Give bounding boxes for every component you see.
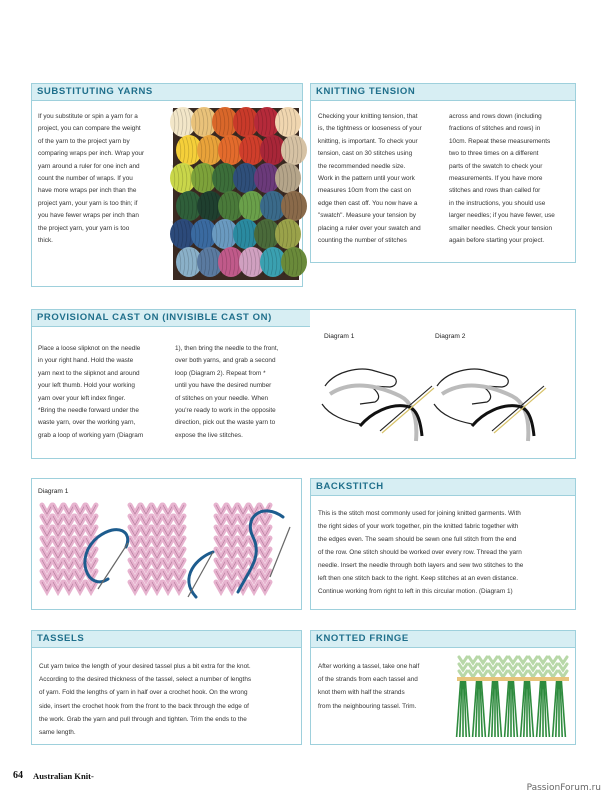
fringe-knit-stitch bbox=[539, 657, 547, 663]
knit-stitch bbox=[152, 505, 162, 514]
section-header bbox=[311, 479, 575, 496]
provisional-body-col2: 1), then bring the needle to the front, over both yarns, and grab a second loop (Diagram 2). Repeat from * until you have the desired number of stitches on your needle. When you're ready to work in the opposite direction, pick out the waste yarn to expose the live stitches. bbox=[175, 345, 279, 439]
knit-stitch bbox=[227, 505, 237, 514]
knit-stitch bbox=[238, 505, 248, 514]
fringe-body: After working a tassel, take one half of the strands from each tassel and knot them with half the strands from the neighbouring tassel. Trim. bbox=[318, 663, 420, 710]
provisional-body-col1: Place a loose slipknot on the needle in your right hand. Hold the waste yarn next to the slipknot and around your left thumb. Hold your working yarn over your left index finger. *Bring the needle forward under the waste yarn, over the working yarn, grab a loop of working yarn (Diagram bbox=[38, 345, 144, 439]
knit-stitch bbox=[130, 505, 140, 514]
backstitch-diagram-panel bbox=[31, 478, 302, 610]
section-title: KNOTTED FRINGE bbox=[316, 633, 409, 644]
section-header bbox=[32, 84, 302, 101]
section-title: SUBSTITUTING YARNS bbox=[37, 86, 153, 97]
cast-on-diagram-1 bbox=[320, 346, 438, 446]
knit-stitch bbox=[163, 505, 173, 514]
yarn-needle bbox=[270, 527, 290, 577]
yarn-skeins-photo bbox=[173, 108, 299, 280]
knit-stitch bbox=[64, 505, 74, 514]
knit-stitch bbox=[53, 505, 63, 514]
tension-body-col1: Checking your knitting tension, that is, the tightness or looseness of your knitting, is important. To check your tension, cast on 30 stitches using the recommended needle size. Work in the pattern until your work measures 10cm from the cast on edge then cast off. You now have a "swatch". Measure your tension by placing a ruler over your swatch and counting the number of stitches bbox=[318, 113, 422, 245]
knit-stitch bbox=[141, 505, 151, 514]
fringe-edge bbox=[457, 677, 569, 681]
tassels-body: Cut yarn twice the length of your desired tassel plus a bit extra for the knot. According to the desired thickness of the tassel, select a number of lengths of yarn. Fold the lengths of yarn in half over a crochet hook. On the wrong side, insert the crochet hook from the front to the back through the edge of the work. Grab the yarn and pull through and tighten. Trim the ends to the same length. bbox=[39, 663, 252, 737]
section-header bbox=[32, 310, 310, 327]
watermark: PassionForum.ru bbox=[526, 783, 601, 793]
knit-stitch bbox=[86, 505, 96, 514]
fringe-knit-stitch bbox=[499, 657, 507, 663]
fringe-knit-stitch bbox=[459, 657, 467, 663]
cast-on-diagram-2 bbox=[432, 346, 550, 446]
knitting-tension-panel bbox=[310, 83, 576, 263]
diagram-1-caption: Diagram 1 bbox=[324, 333, 355, 340]
yarn-needle bbox=[98, 543, 128, 589]
fringe-knit-stitch bbox=[509, 657, 517, 663]
backstitch-diagram bbox=[38, 497, 296, 605]
tension-body-col2: across and rows down (including fractions of stitches and rows) in 10cm. Repeat these measurements two to three times on a different parts of the swatch to check your measurements. If you have more stitches and rows than called for in the instructions, you should use larger needles; if you have fewer, use smaller needles. Check your tension again before starting your project. bbox=[449, 113, 555, 245]
section-title: PROVISIONAL CAST ON (INVISIBLE CAST ON) bbox=[37, 312, 272, 323]
page-number: 64 bbox=[13, 770, 23, 781]
fringe-knit-stitch bbox=[529, 657, 537, 663]
substituting-yarns-panel bbox=[31, 83, 303, 287]
knit-stitch bbox=[75, 505, 85, 514]
fringe-knit-stitch bbox=[469, 657, 477, 663]
fringe-knit-stitch bbox=[549, 657, 557, 663]
section-header bbox=[32, 631, 301, 648]
fringe-knit-stitch bbox=[489, 657, 497, 663]
knit-stitch bbox=[216, 505, 226, 514]
fringe-knit-stitch bbox=[559, 657, 567, 663]
backstitch-diagram-caption: Diagram 1 bbox=[38, 488, 69, 495]
section-title: KNITTING TENSION bbox=[316, 86, 416, 97]
backstitch-panel bbox=[310, 478, 576, 610]
tassels-panel bbox=[31, 630, 302, 745]
diagram-2-caption: Diagram 2 bbox=[435, 333, 466, 340]
backstitch-body: This is the stitch most commonly used for joining knitted garments. With the right sides of your work together, pin the knitted fabric together with the edges even. The seam should be sewn one full stitch from the end of the row. One stitch should be worked over every row. Thread the yarn needle. Insert the needle through both layers and sew two stitches to the left then one stitch back to the right. Keep stitches at an even distance. Continue working from right to left in this circular motion. (Diagram 1) bbox=[318, 510, 524, 595]
section-header bbox=[311, 84, 575, 101]
substituting-body: If you substitute or spin a yarn for a project, you can compare the weight of the yarn to the project yarn by comparing wraps per inch. Wrap your yarn around a ruler for one inch and count the number of wraps. If you have more wraps per inch than the project yarn, your yarn is too thin; if you have fewer wraps per inch than the project yarn, your yarn is too thick. bbox=[38, 113, 145, 245]
knotted-fringe-diagram bbox=[457, 655, 571, 741]
knotted-fringe-panel bbox=[310, 630, 576, 745]
section-title: TASSELS bbox=[37, 633, 85, 644]
fringe-knit-stitch bbox=[519, 657, 527, 663]
fringe-knit-stitch bbox=[479, 657, 487, 663]
provisional-cast-on-panel bbox=[31, 309, 576, 459]
magazine-name: Australian Knit- bbox=[33, 771, 94, 781]
section-header bbox=[311, 631, 575, 648]
section-title: BACKSTITCH bbox=[316, 481, 384, 492]
knit-stitch bbox=[174, 505, 184, 514]
knit-stitch bbox=[42, 505, 52, 514]
